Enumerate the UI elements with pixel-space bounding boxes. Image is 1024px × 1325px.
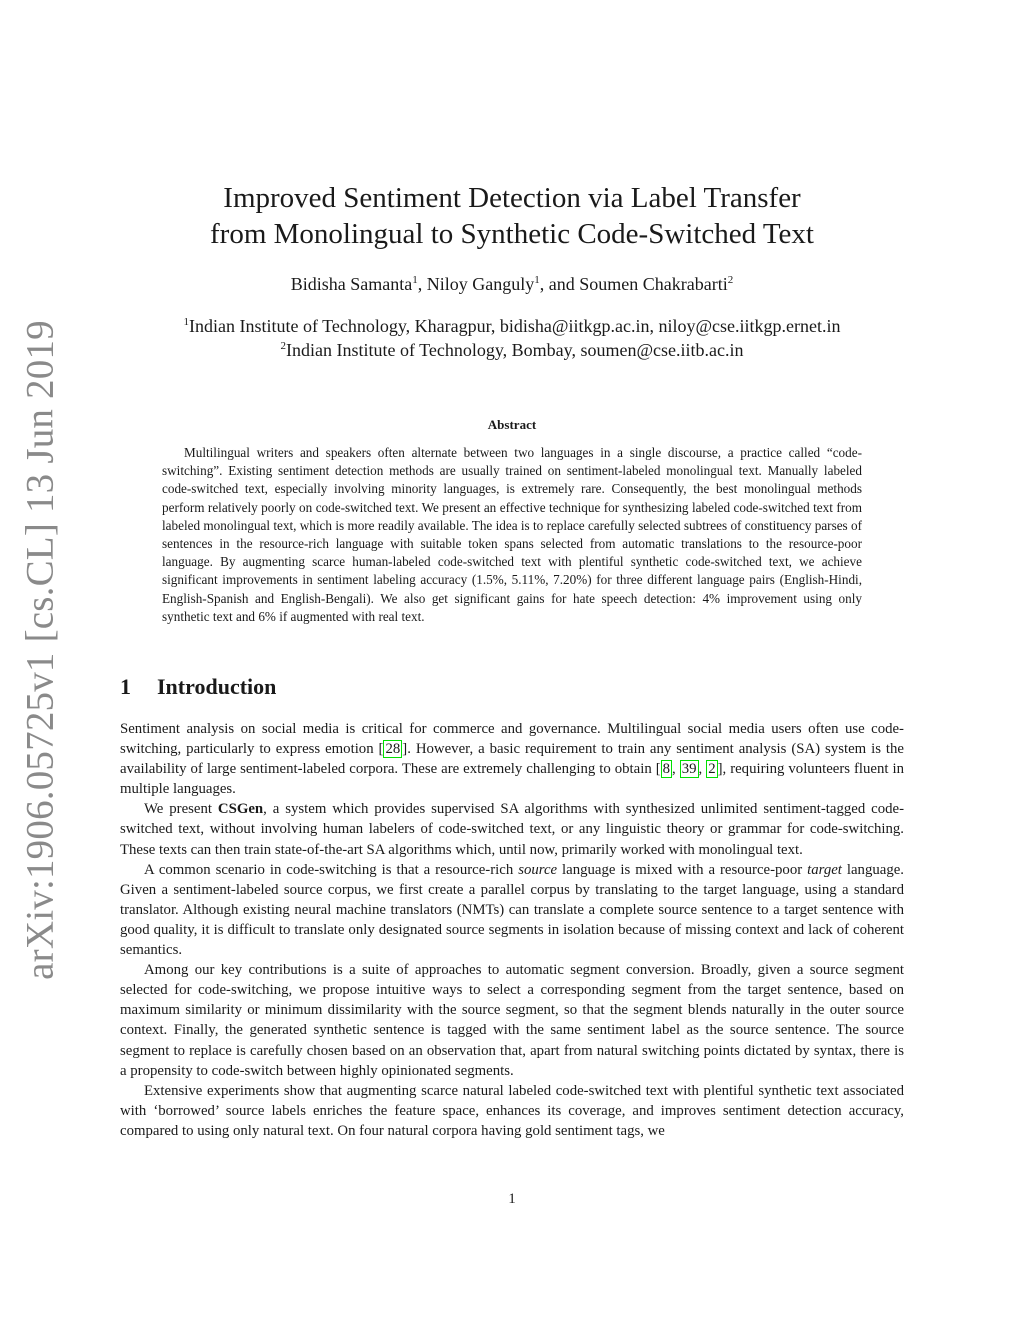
title-line-2: from Monolingual to Synthetic Code-Switched Text (210, 218, 814, 250)
author-affiliation-mark: 1 (412, 274, 418, 286)
paper-title (0, 180, 1024, 252)
affiliation-2: $^2$Indian Institute of Technology, Bombay, soumen@cse.iitb.ac.in (280, 340, 744, 360)
paragraph: Sentiment analysis on social media is critical for commerce and governance. Multilingual social media users often use code-switching, particularly to express emotion [ 28 ]. However, a basic requirement to train any sentiment analysis (SA) system is the availability of large sentiment-labeled corpora. These are extremely challenging to obtain [ 8 , 39 , 2 ], requiring volunteers fluent in multiple languages. (120, 721, 904, 798)
system-name: CSGen (217, 801, 264, 818)
author-list: Bidisha Samanta$^1$, Niloy Ganguly$^1$, and Soumen Chakrabarti$^2$ (290, 274, 734, 294)
citation-link[interactable]: 28 (385, 741, 401, 758)
paragraph: A common scenario in code-switching is that a resource-rich source language is mixed with a resource-poor target language. Given a sentiment-labeled source corpus, we first create a parallel corpus by translating to the target language, using a standard translator. Although existing neural machine translators (NMTs) can translate a complete source sentence to a target sentence with good quality, it is difficult to translate only designated source segments in isolation because of missing context and lack of coherent semantics. (120, 861, 904, 959)
author-name: Soumen Chakrabarti (579, 274, 728, 294)
paragraph: Among our key contributions is a suite of approaches to automatic segment conversion. Broadly, given a source segment selected for code-switching, we propose intuitive ways to select a corresponding segment from the target sentence, based on maximum similarity or minimum dissimilarity with the source segment, so that the segment blends naturally in the outer source context. Finally, the generated synthetic sentence is tagged with the same sentiment label as the source sentence. The source segment to replace is carefully chosen based on an observation that, apart from natural switching points dictated by syntax, there is a propensity to code-switch between highly opinionated segments. (120, 962, 904, 1079)
section-number: 1 (120, 674, 131, 699)
author-name: Niloy Ganguly (426, 274, 535, 294)
arxiv-identifier: arXiv:1906.05725v1 [cs.CL] 13 Jun 2019 (18, 320, 62, 980)
author-affiliation-mark: 2 (727, 274, 734, 286)
title-line-1: Improved Sentiment Detection via Label Transfer (223, 182, 801, 214)
section-title: Introduction (157, 674, 277, 699)
paragraph: We present CSGen, a system which provides supervised SA algorithms with synthesized unlimited sentiment-tagged code-switched text, without involving human labelers of code-switched text, or any linguistic theory or grammar for code-switching. These texts can then train state-of-the-art SA algorithms which, until now, primarily worked with monolingual text. (120, 801, 905, 858)
section-heading-introduction (120, 674, 276, 700)
citation-link[interactable]: 39 (681, 761, 697, 778)
page-number: 1 (508, 1191, 516, 1207)
citation-link[interactable]: 2 (708, 761, 716, 778)
affiliation-1: $^1$Indian Institute of Technology, Kharagpur, bidisha@iitkgp.ac.in, niloy@cse.iitkgp.ernet.in (183, 316, 841, 336)
abstract-text: Multilingual writers and speakers often alternate between two languages in a single discourse, a practice called “code-switching”. Existing sentiment detection methods are usually trained on sentiment-labeled monolingual text. Manually labeled code-switched text, especially involving minority languages, is extremely rare. Consequently, the best monolingual methods perform relatively poorly on code-switched text. We present an effective technique for synthesizing labeled code-switched text from labeled monolingual text, which is more readily available. The idea is to replace carefully selected subtrees of constituency parses of sentences in the resource-rich language with suitable token spans selected from automatic translations to the resource-poor language. By augmenting scarce human-labeled code-switched text with plentiful synthetic code-switched text, we achieve significant improvements in sentiment labeling accuracy (1.5%, 5.11%, 7.20%) for three different language pairs (English-Hindi, English-Spanish and English-Bengali). We also get significant gains for hate speech detection: 4% improvement using only synthetic text and 6% if augmented with real text. (162, 445, 862, 624)
affiliations (0, 314, 1024, 362)
abstract-body (162, 444, 862, 626)
citation-link[interactable]: 8 (662, 761, 671, 778)
introduction-body (120, 719, 904, 1141)
author-affiliation-mark: 1 (534, 274, 540, 286)
paragraph: Extensive experiments show that augmenting scarce natural labeled code-switched text with plentiful synthetic text associated with ‘borrowed’ source labels enriches the feature space, enhances its coverage, and improves sentiment detection accuracy, compared to using only natural text. On four natural corpora having gold sentiment tags, we (120, 1082, 904, 1139)
abstract-heading: Abstract (487, 417, 537, 432)
arxiv-sidebar-stamp (10, 320, 70, 980)
author-name: Bidisha Samanta (290, 274, 413, 294)
